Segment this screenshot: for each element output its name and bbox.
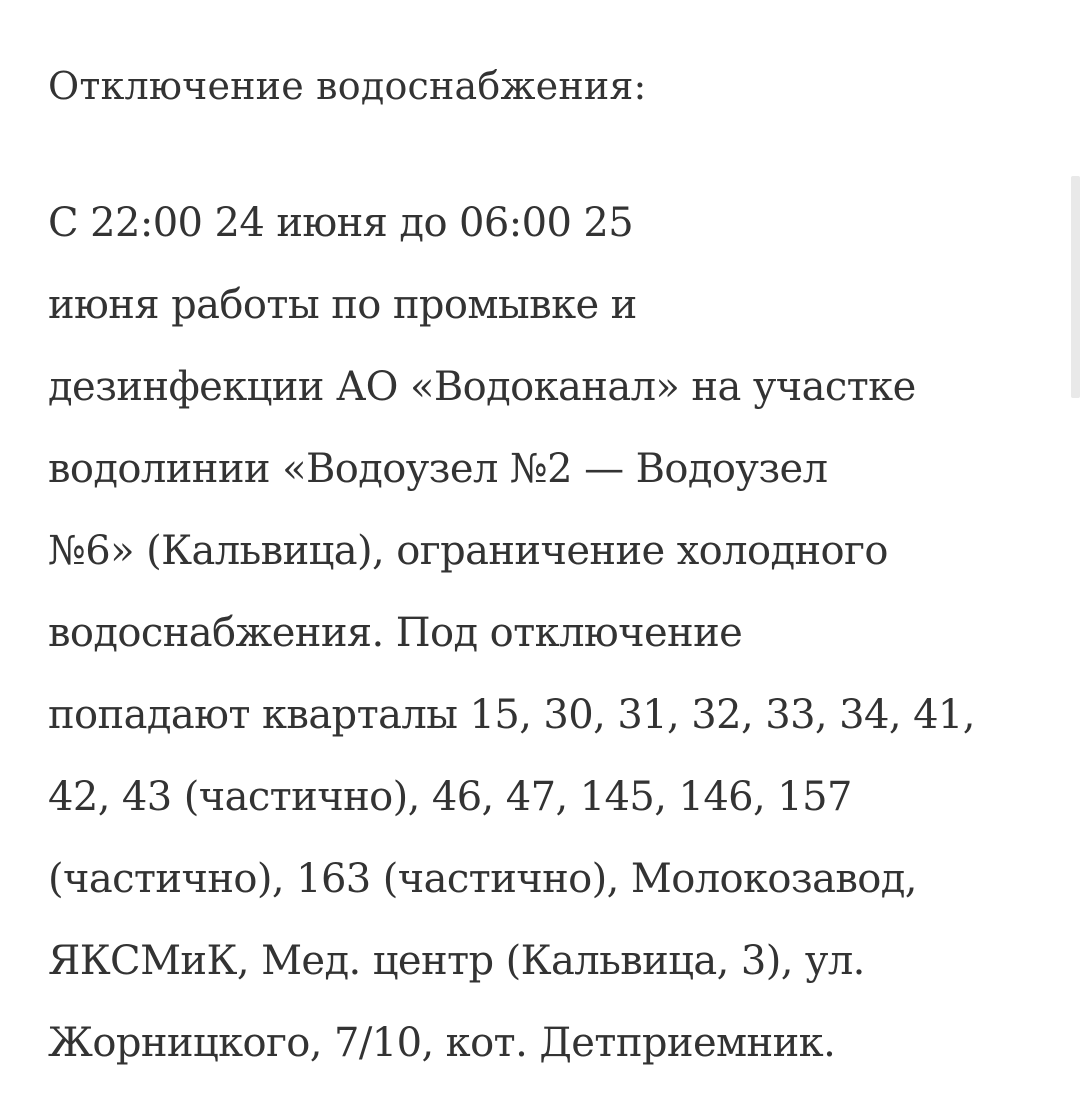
article-heading: Отключение водоснабжения: (48, 64, 647, 108)
article (48, 56, 1038, 1066)
scrollbar-thumb[interactable] (1071, 176, 1080, 398)
body-line: С 22:00 24 июня до 06:00 25 (48, 200, 634, 246)
body-line: №6» (Кальвица), ограничение холодного (48, 528, 888, 574)
body-line: попадают кварталы 15, 30, 31, 32, 33, 34, 41, (48, 692, 975, 738)
body-line: июня работы по промывке и (48, 282, 637, 328)
body-line: (частично), 163 (частично), Молокозавод, (48, 856, 917, 902)
body-line: Жорницкого, 7/10, кот. Детприемник. (48, 1020, 836, 1066)
body-line: водоснабжения. Под отключение (48, 610, 743, 656)
body-line: дезинфекции АО «Водоканал» на участке (48, 364, 916, 410)
body-line: водолинии «Водоузел №2 — Водоузел (48, 446, 828, 492)
body-line: ЯКСМиК, Мед. центр (Кальвица, 3), ул. (48, 938, 865, 984)
article-body (48, 182, 975, 1084)
body-line: 42, 43 (частично), 46, 47, 145, 146, 157 (48, 774, 852, 820)
